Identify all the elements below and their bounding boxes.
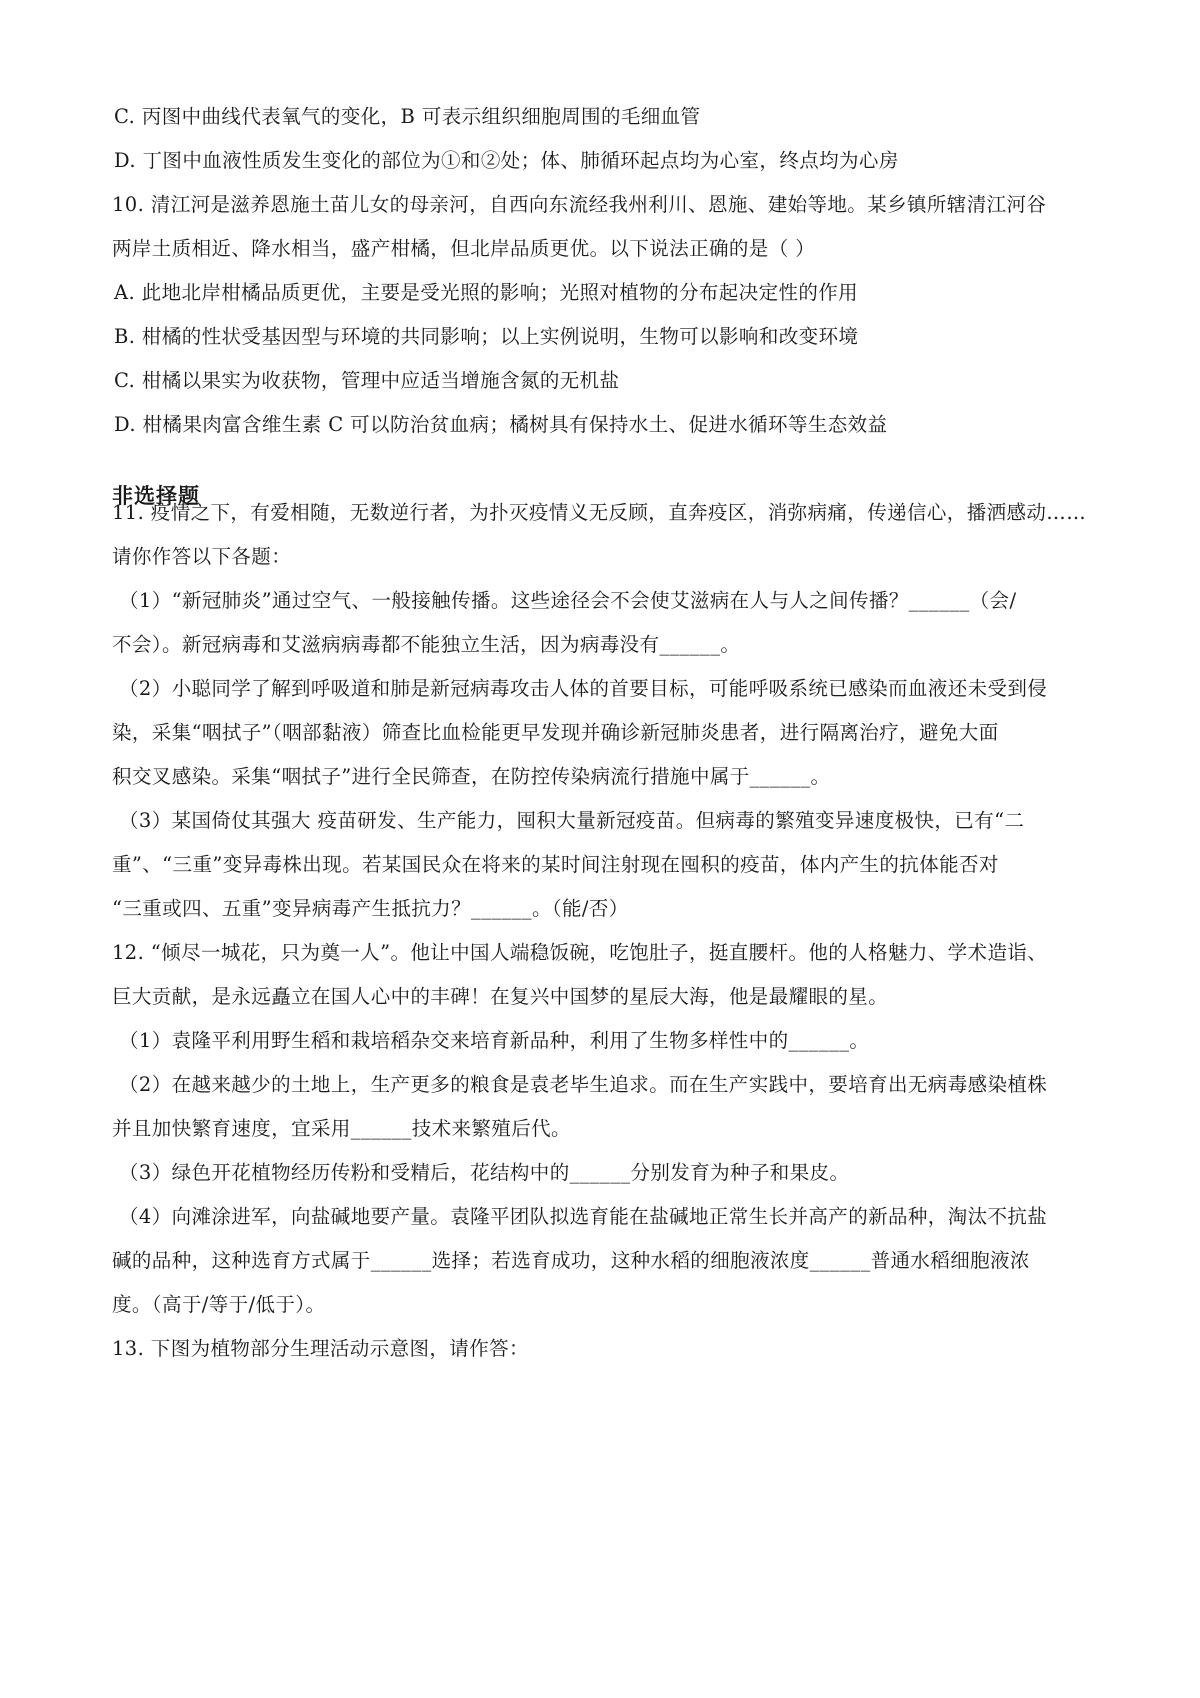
question-12-stem: 12. “倾尽一城花，只为奠一人”。他让中国人端稳饭碗，吃饱肚子，挺直腰杆。他的人格魅力、学术造诣、 — [112, 941, 1048, 964]
q12-part-4-cont2: 度。（高于/等于/低于）。 — [112, 1293, 326, 1316]
q12-part-2-cont: 并且加快繁育速度，宜采用______技术来繁殖后代。 — [112, 1117, 571, 1140]
q11-part-3-cont2: “三重或四、五重”变异病毒产生抵抗力？______。（能/否） — [112, 897, 629, 920]
q11-part-3-cont: 重”、“三重”变异毒株出现。若某国民众在将来的某时间注射现在囤积的疫苗，体内产生的抗体能否对 — [112, 853, 999, 876]
q11-part-3: （3）某国倚仗其强大 疫苗研发、生产能力，囤积大量新冠疫苗。但病毒的繁殖变异速度极快，已有“二 — [119, 809, 1025, 832]
q11-part-2-cont: 染，采集“咽拭子”（咽部黏液）筛查比血检能更早发现并确诊新冠肺炎患者，进行隔离治疗，避免大面 — [112, 721, 999, 744]
q11-part-2: （2）小聪同学了解到呼吸道和肺是新冠病毒攻击人体的首要目标，可能呼吸系统已感染而血液还未受到侵 — [119, 677, 1048, 700]
question-10-stem: 10. 清江河是滋养恩施土苗儿女的母亲河，自西向东流经我州利川、恩施、建始等地。某乡镇所辖清江河谷 — [112, 193, 1047, 216]
q11-part-1-cont: 不会）。新冠病毒和艾滋病病毒都不能独立生活，因为病毒没有______。 — [112, 633, 741, 656]
section-heading: 非选择题 — [112, 484, 200, 508]
option-c-q9: C. 丙图中曲线代表氧气的变化，B 可表示组织细胞周围的毛细血管 — [114, 105, 701, 128]
q11-part-2-cont2: 积交叉感染。采集“咽拭子”进行全民筛查，在防控传染病流行措施中属于______。 — [112, 765, 831, 788]
q12-part-1: （1）袁隆平利用野生稻和栽培稻杂交来培育新品种，利用了生物多样性中的______。 — [119, 1029, 870, 1052]
question-11-stem: 11. 疫情之下，有爱相随，无数逆行者，为扑灭疫情义无反顾，直奔疫区，消弥病痛，传递信心，播洒感动…… — [112, 501, 1087, 524]
q12-part-2: （2）在越来越少的土地上，生产更多的粮食是袁老毕生追求。而在生产实践中，要培育出无病毒感染植株 — [119, 1073, 1048, 1096]
q12-part-3: （3）绿色开花植物经历传粉和受精后，花结构中的______分别发育为种子和果皮。 — [119, 1161, 850, 1184]
q12-part-4: （4）向滩涂进军，向盐碱地要产量。袁隆平团队拟选育能在盐碱地正常生长并高产的新品种，淘汰不抗盐 — [119, 1205, 1048, 1228]
question-12-stem-cont: 巨大贡献，是永远矗立在国人心中的丰碑！在复兴中国梦的星辰大海，他是最耀眼的星。 — [112, 985, 889, 1008]
option-d-q10: D. 柑橘果肉富含维生素 C 可以防治贫血病；橘树具有保持水土、促进水循环等生态效益 — [114, 413, 888, 436]
q11-part-1: （1）“新冠肺炎”通过空气、一般接触传播。这些途径会不会使艾滋病在人与人之间传播？______（会/ — [119, 589, 1017, 612]
question-11-stem-cont: 请你作答以下各题： — [112, 545, 292, 568]
question-10-stem-cont: 两岸土质相近、降水相当，盛产柑橘，但北岸品质更优。以下说法正确的是（ ） — [112, 237, 816, 260]
option-a-q10: A. 此地北岸柑橘品质更优，主要是受光照的影响；光照对植物的分布起决定性的作用 — [114, 281, 859, 304]
option-c-q10: C. 柑橘以果实为收获物，管理中应适当增施含氮的无机盐 — [114, 369, 620, 392]
q12-part-4-cont: 碱的品种，这种选育方式属于______选择；若选育成功，这种水稻的细胞液浓度______普通水稻细胞液浓 — [112, 1249, 1030, 1272]
option-d-q9: D. 丁图中血液性质发生变化的部位为①和②处；体、肺循环起点均为心室，终点均为心房 — [114, 149, 899, 172]
question-13-stem: 13. 下图为植物部分生理活动示意图，请作答： — [112, 1337, 529, 1360]
option-b-q10: B. 柑橘的性状受基因型与环境的共同影响；以上实例说明，生物可以影响和改变环境 — [114, 325, 859, 348]
